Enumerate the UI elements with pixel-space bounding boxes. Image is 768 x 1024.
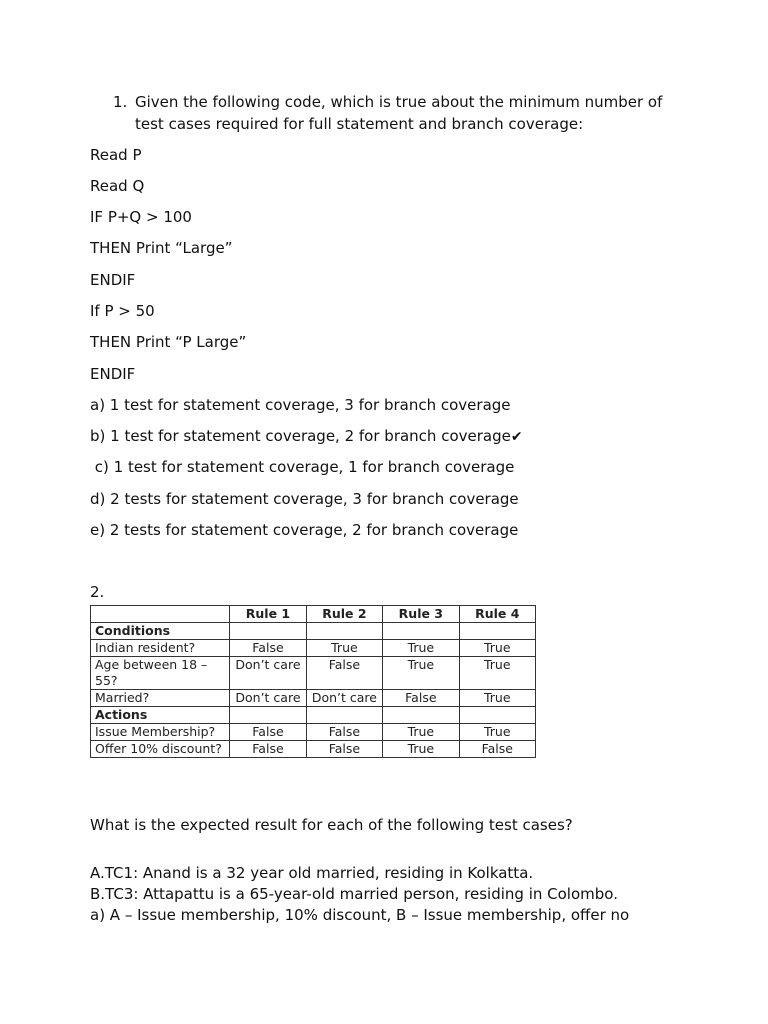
- table-row: [91, 657, 536, 690]
- code-line: THEN Print “Large”: [90, 239, 233, 257]
- row-label: Issue Membership?: [91, 724, 230, 741]
- table-header-cell: [91, 606, 230, 623]
- table-cell: False: [383, 690, 459, 707]
- test-case-b: B.TC3: Attapattu is a 65-year-old married person, residing in Colombo.: [90, 885, 618, 903]
- table-cell: False: [306, 741, 382, 758]
- code-line: IF P+Q > 100: [90, 208, 192, 226]
- checkmark-icon: ✔: [510, 429, 523, 445]
- code-line: ENDIF: [90, 271, 136, 289]
- table-row: [91, 690, 536, 707]
- table-cell: True: [459, 640, 535, 657]
- row-label: Offer 10% discount?: [91, 741, 230, 758]
- table-cell: True: [459, 724, 535, 741]
- code-line: Read P: [90, 146, 142, 164]
- table-header-cell: Rule 3: [383, 606, 459, 623]
- table-cell: False: [230, 741, 306, 758]
- table-cell: True: [383, 640, 459, 657]
- option-a: a) 1 test for statement coverage, 3 for branch coverage: [90, 396, 511, 414]
- decision-table: [90, 605, 536, 758]
- table-cell: False: [306, 657, 382, 690]
- code-line: Read Q: [90, 177, 145, 195]
- answer-option-a: a) A – Issue membership, 10% discount, B – Issue membership, offer no: [90, 906, 630, 924]
- table-cell: True: [459, 690, 535, 707]
- row-label: Age between 18 – 55?: [91, 657, 230, 690]
- test-case-a: A.TC1: Anand is a 32 year old married, residing in Kolkatta.: [90, 864, 534, 882]
- table-row: [91, 741, 536, 758]
- table-cell: False: [459, 741, 535, 758]
- table-cell: Don’t care: [306, 690, 382, 707]
- table-cell: True: [306, 640, 382, 657]
- question-number: 1.: [113, 93, 128, 111]
- table-cell: False: [306, 724, 382, 741]
- table-row: [91, 724, 536, 741]
- question-2-number: 2.: [90, 583, 105, 601]
- table-section-row: [91, 623, 536, 640]
- table-header-cell: Rule 4: [459, 606, 535, 623]
- table-header-row: [91, 606, 536, 623]
- question-text: Given the following code, which is true about the minimum number of test cases required for full statement and branch coverage:: [135, 93, 663, 133]
- option-e: e) 2 tests for statement coverage, 2 for branch coverage: [90, 521, 519, 539]
- table-section-row: [91, 707, 536, 724]
- table-cell: False: [230, 724, 306, 741]
- table-row: [91, 640, 536, 657]
- row-label: Indian resident?: [91, 640, 230, 657]
- table-cell: True: [383, 724, 459, 741]
- table-cell: True: [383, 657, 459, 690]
- table-header-cell: Rule 2: [306, 606, 382, 623]
- option-c: c) 1 test for statement coverage, 1 for branch coverage: [90, 458, 515, 476]
- question-2-prompt: What is the expected result for each of the following test cases?: [90, 816, 573, 834]
- table-cell: Don’t care: [230, 690, 306, 707]
- actions-label: Actions: [91, 707, 230, 724]
- code-line: ENDIF: [90, 365, 136, 383]
- table-header-cell: Rule 1: [230, 606, 306, 623]
- code-line: If P > 50: [90, 302, 155, 320]
- table-cell: True: [383, 741, 459, 758]
- table-cell: Don’t care: [230, 657, 306, 690]
- conditions-label: Conditions: [91, 623, 230, 640]
- row-label: Married?: [91, 690, 230, 707]
- option-b-text: b) 1 test for statement coverage, 2 for branch coverage: [90, 427, 511, 445]
- table-cell: False: [230, 640, 306, 657]
- code-line: THEN Print “P Large”: [90, 333, 247, 351]
- table-cell: True: [459, 657, 535, 690]
- option-d: d) 2 tests for statement coverage, 3 for branch coverage: [90, 490, 519, 508]
- option-b: [90, 426, 523, 447]
